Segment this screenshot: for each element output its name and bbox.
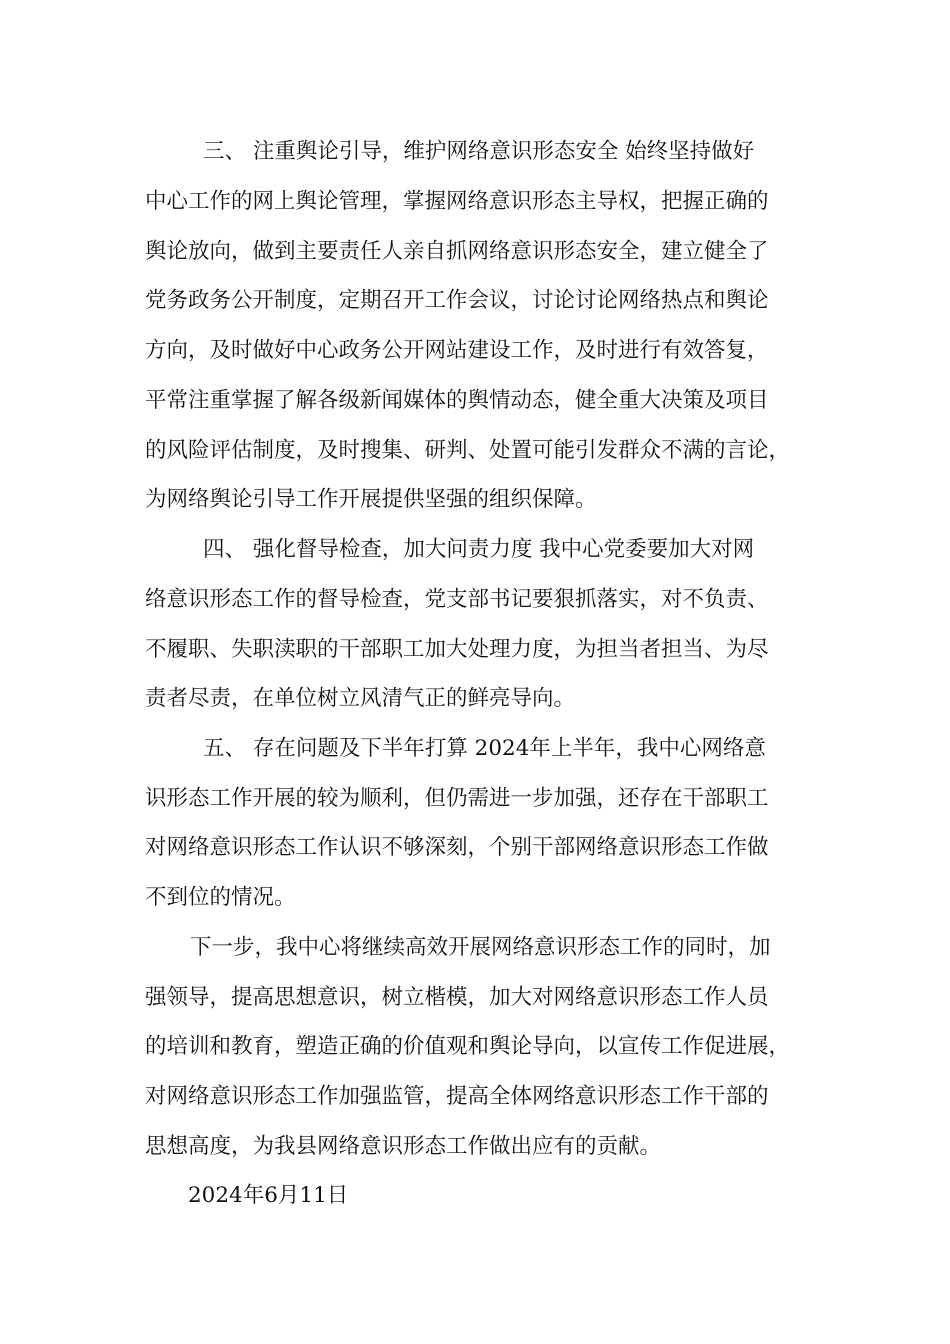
- next-step-line-3: 的培训和教育，塑造正确的价值观和舆论导向，以宣传工作促进展，: [145, 1034, 791, 1059]
- section-4-line-2: 络意识形态工作的督导检查，党支部书记要狠抓落实，对不负责、: [145, 587, 769, 612]
- document-date: 2024年6月11日: [188, 1183, 349, 1208]
- section-4-line-3: 不履职、失职渎职的干部职工加大处理力度，为担当者担当、为尽: [145, 637, 769, 662]
- section-3-line-7: 的风险评估制度，及时搜集、研判、处置可能引发群众不满的言论，: [145, 438, 791, 463]
- next-step-line-4: 对网络意识形态工作加强监管，提高全体网络意识形态工作干部的: [145, 1084, 769, 1109]
- section-5-line-3: 对网络意识形态工作认识不够深刻，个别干部网络意识形态工作做: [145, 835, 769, 860]
- section-3-line-1: 三、 注重舆论引导，维护网络意识形态安全 始终坚持做好: [203, 139, 755, 164]
- next-step-line-2: 强领导，提高思想意识，树立楷模，加大对网络意识形态工作人员: [145, 985, 769, 1010]
- section-3-line-2: 中心工作的网上舆论管理，掌握网络意识形态主导权，把握正确的: [145, 189, 769, 214]
- section-3-line-3: 舆论放向，做到主要责任人亲自抓网络意识形态安全，建立健全了: [145, 239, 769, 264]
- next-step-line-1: 下一步，我中心将继续高效开展网络意识形态工作的同时，加: [190, 935, 771, 960]
- section-5-line-4: 不到位的情况。: [145, 885, 296, 910]
- section-3-line-4: 党务政务公开制度，定期召开工作会议，讨论讨论网络热点和舆论: [145, 288, 769, 313]
- section-5-line-2: 识形态工作开展的较为顺利，但仍需进一步加强，还存在干部职工: [145, 786, 769, 811]
- section-3-line-8: 为网络舆论引导工作开展提供坚强的组织保障。: [145, 487, 597, 512]
- section-4-line-4: 责者尽责，在单位树立风清气正的鲜亮导向。: [145, 686, 576, 711]
- section-4-line-1: 四、 强化督导检查，加大问责力度 我中心党委要加大对网: [203, 537, 755, 562]
- section-5-line-1: 五、 存在问题及下半年打算 2024年上半年，我中心网络意: [203, 736, 766, 761]
- section-3-line-6: 平常注重掌握了解各级新闻媒体的舆情动态，健全重大决策及项目: [145, 388, 769, 413]
- section-3-line-5: 方向，及时做好中心政务公开网站建设工作，及时进行有效答复，: [145, 338, 769, 363]
- next-step-line-5: 思想高度，为我县网络意识形态工作做出应有的贡献。: [145, 1134, 662, 1159]
